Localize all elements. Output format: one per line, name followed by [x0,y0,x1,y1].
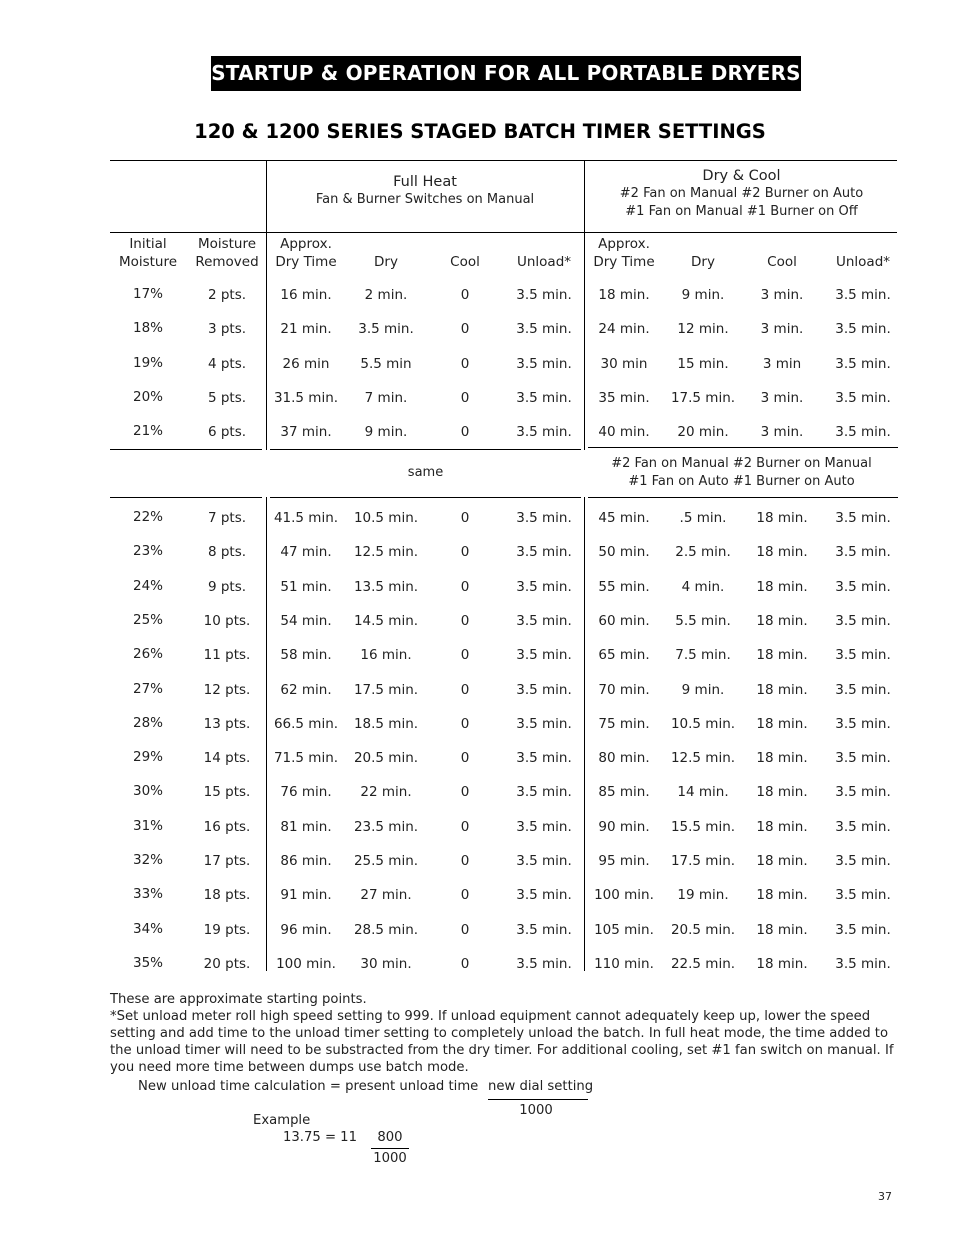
table-cell: 50 min. [598,544,650,561]
table-cell: 3.5 min. [516,818,572,835]
table-cell: 71.5 min. [273,750,339,767]
table-cell: 3.5 min. [516,921,572,938]
table-cell: 3 min. [760,389,804,406]
table-cell: 18 min. [756,647,808,664]
column-header [663,235,743,271]
table-cell: 30 min [600,355,648,372]
table-cell: 41.5 min. [273,510,339,526]
table-cell: 14.5 min. [353,612,419,629]
table-cell: 58 min. [280,647,332,664]
table-cell: 3.5 min. [516,389,572,406]
table-cell: 91 min. [280,887,332,904]
table-cell: 54 min. [280,612,332,629]
table-cell: 4 pts. [207,355,247,372]
table-cell: 18 min. [756,612,808,629]
table-cell: 4 min. [681,578,725,595]
column-header-line-2: Unload* [835,254,891,270]
table-cell: 3 min. [760,424,804,441]
table-cell: 22.5 min. [670,955,736,972]
table-cell: 3.5 min. [516,612,572,629]
table-cell: 5 pts. [207,389,247,406]
table-cell: 23% [132,543,163,560]
column-header-line-1 [425,235,505,253]
table-cell: 26% [132,646,163,663]
column-header [742,235,822,271]
column-header-line-1 [823,235,903,253]
table-cell: 25% [132,611,163,628]
table-cell: 15 min. [677,355,729,372]
dry-cool-line-1: #2 Fan on Manual #2 Burner on Auto [619,186,864,201]
table-cell: 28.5 min. [353,921,419,938]
table-cell: 47 min. [280,544,332,561]
column-header-line-1 [504,235,584,253]
table-cell: 85 min. [598,784,650,801]
table-cell: 32% [132,852,163,868]
table-cell: 35 min. [598,389,650,406]
table-cell: 15.5 min. [670,818,736,835]
table-cell: 2 min. [364,287,408,303]
table-cell: 34% [132,920,163,937]
table-cell: 18 min. [756,853,808,869]
column-header-line-1: Approx. [280,236,332,252]
table-cell: 12 min. [677,321,729,338]
table-cell: 0 [460,321,470,338]
table-cell: 0 [460,887,470,904]
column-header-line-1 [663,235,743,253]
table-cell: 20% [132,388,163,405]
table-cell: 20 pts. [203,955,251,972]
table-cell: 8 pts. [207,544,247,561]
table-cell: 62 min. [280,681,332,698]
same-label: same [407,465,444,480]
table-cell: 3.5 min. [835,715,891,732]
table-cell: 3 min. [760,287,804,303]
table-cell: 0 [460,510,470,526]
table-cell: 18 min. [756,681,808,698]
table-cell: 16 min. [280,287,332,303]
group-header-rule [110,232,897,233]
table-cell: 3.5 min. [835,921,891,938]
table-cell: 22 min. [360,784,412,801]
table-cell: 3.5 min. [516,321,572,338]
table-cell: 0 [460,750,470,767]
table-cell: 3.5 min. [835,287,891,303]
mid-rule-left-bottom [110,497,262,498]
table-cell: 0 [460,784,470,801]
example-lhs: 13.75 = 11 [283,1130,357,1145]
table-cell: 9 pts. [207,578,247,595]
table-cell: 31% [132,817,163,834]
table-cell: 3.5 min. [516,510,572,526]
notes-line-1: These are approximate starting points. [110,992,367,1007]
table-cell: 3 min [762,355,802,372]
table-cell: 12.5 min. [353,544,419,561]
table-cell: 3.5 min. [516,355,572,372]
table-cell: 10 pts. [203,612,251,629]
table-cell: 2.5 min. [675,544,731,561]
table-cell: 24% [132,577,163,594]
table-cell: 60 min. [598,612,650,629]
column-header-line-1: Approx. [598,236,650,252]
table-cell: 3.5 min. [516,287,572,303]
table-cell: 12.5 min. [670,750,736,767]
table-cell: 95 min. [598,853,650,869]
table-cell: 3.5 min. [835,887,891,904]
table-cell: 76 min. [280,784,332,801]
table-cell: 18 pts. [203,887,251,904]
table-cell: 10.5 min. [670,715,736,732]
column-header [425,235,505,271]
notes-block [110,991,900,1076]
table-cell: 27% [132,680,163,697]
divider-dry-cool-top [584,160,585,450]
table-cell: 18 min. [756,955,808,972]
calc-numerator: new dial setting [488,1079,594,1094]
mid-rule-right-top [588,447,898,448]
table-cell: 0 [460,424,470,441]
column-header-line-2: Cool [767,254,797,270]
table-cell: 30% [132,783,163,800]
table-cell: 17% [132,286,163,302]
table-cell: 2 pts. [207,287,247,303]
table-cell: 33% [132,886,163,903]
table-cell: 65 min. [598,647,650,664]
table-cell: 0 [460,389,470,406]
table-cell: 25.5 min. [353,853,419,869]
column-header-line-2: Removed [195,254,259,270]
table-cell: 0 [460,681,470,698]
table-cell: 18.5 min. [353,715,419,732]
table-top-rule [110,160,897,161]
table-cell: 3.5 min. [516,544,572,561]
column-header [187,235,267,271]
example-denominator: 1000 [373,1151,407,1166]
table-cell: 51 min. [280,578,332,595]
table-cell: 31.5 min. [273,389,339,406]
table-cell: 3.5 min. [516,681,572,698]
calc-fraction-bar [488,1099,588,1100]
mid-rule-left-top [110,449,262,450]
table-cell: 110 min. [594,955,654,972]
table-cell: 3.5 min. [516,955,572,972]
table-cell: 19 pts. [203,921,251,938]
table-cell: 45 min. [598,510,650,526]
table-cell: 3.5 min. [835,818,891,835]
table-cell: 23.5 min. [353,818,419,835]
table-cell: 12 pts. [203,681,251,698]
dry-cool-2-line-1: #2 Fan on Manual #2 Burner on Manual [611,456,872,471]
table-cell: 75 min. [598,715,650,732]
column-header [504,235,584,271]
table-cell: 0 [460,921,470,938]
calc-label: New unload time calculation = present unload time [138,1079,479,1094]
table-cell: 17 pts. [203,853,251,869]
table-cell: 5.5 min. [675,612,731,629]
table-cell: 18 min. [756,818,808,835]
example-fraction-bar [371,1148,409,1149]
table-cell: 17.5 min. [670,389,736,406]
column-header [108,235,188,271]
table-cell: 3.5 min. [516,887,572,904]
full-heat-header [266,173,584,209]
table-cell: 3 pts. [207,321,247,338]
dry-cool-line-2: #1 Fan on Manual #1 Burner on Off [625,204,858,219]
table-cell: 18 min. [756,750,808,767]
column-header [584,235,664,271]
column-header [823,235,903,271]
column-header-line-2: Dry [691,254,715,270]
table-cell: 7 pts. [207,510,247,526]
column-header-line-2: Unload* [516,254,572,270]
table-cell: 0 [460,715,470,732]
notes-paragraph: *Set unload meter roll high speed setting to 999. If unload equipment cannot adequately keep up, lower the speed setting and add time to the unload timer setting to completely unload the batch. In full heat mode, the time added to the unload timer will need to be substracted from the dry timer. For additional cooling, set #1 fan switch on manual. If you need more time between dumps use batch mode. [110,1009,894,1075]
table-cell: 13 pts. [203,715,251,732]
table-cell: 16 pts. [203,818,251,835]
table-cell: 3.5 min. [516,750,572,767]
table-cell: 14 min. [677,784,729,801]
column-header [346,235,426,271]
table-cell: 3.5 min. [835,355,891,372]
table-cell: 100 min. [276,955,336,972]
table-cell: 7 min. [364,389,408,406]
table-cell: 18 min. [756,578,808,595]
table-cell: 6 pts. [207,424,247,441]
page-number: 37 [878,1190,892,1203]
table-cell: 105 min. [594,921,654,938]
table-cell: 17.5 min. [353,681,419,698]
full-heat-title: Full Heat [393,174,457,190]
table-cell: 30 min. [360,955,412,972]
table-cell: 9 min. [681,681,725,698]
table-cell: 17.5 min. [670,853,736,869]
table-cell: 20.5 min. [353,750,419,767]
table-cell: 3.5 min. [835,853,891,869]
mid-rule-right-bottom [588,497,898,498]
mid-rule-center-bottom [270,497,581,498]
table-cell: 21% [132,423,163,440]
table-cell: 80 min. [598,750,650,767]
table-cell: 24 min. [598,321,650,338]
table-cell: 3.5 min. [835,321,891,338]
table-cell: 90 min. [598,818,650,835]
table-cell: 18 min. [598,287,650,303]
table-cell: 3.5 min. [516,784,572,801]
dry-cool-title: Dry & Cool [702,168,781,184]
table-cell: 7.5 min. [675,647,731,664]
table-cell: 19 min. [677,887,729,904]
table-cell: 11 pts. [203,647,251,664]
table-cell: 18 min. [756,921,808,938]
full-heat-line: Fan & Burner Switches on Manual [315,192,535,207]
table-cell: 40 min. [598,424,650,441]
table-cell: 3.5 min. [835,578,891,595]
table-cell: 100 min. [594,887,654,904]
table-cell: 20 min. [677,424,729,441]
table-cell: 0 [460,287,470,303]
table-cell: 3.5 min. [835,510,891,526]
table-cell: 66.5 min. [273,715,339,732]
dry-cool-2-line-2: #1 Fan on Auto #1 Burner on Auto [628,474,855,489]
column-header-line-2: Moisture [118,254,178,270]
table-cell: 9 min. [364,424,408,441]
table-cell: 5.5 min [360,355,412,372]
table-cell: 37 min. [280,424,332,441]
table-cell: 96 min. [280,921,332,938]
table-cell: 70 min. [598,681,650,698]
table-cell: 19% [132,354,163,371]
table-cell: 3.5 min. [516,578,572,595]
table-cell: 18 min. [756,544,808,561]
table-cell: 16 min. [360,647,412,664]
column-header-line-2: Dry Time [275,254,337,270]
table-cell: 18 min. [756,510,808,526]
table-cell: 3.5 min. [835,612,891,629]
table-cell: 3.5 min. [516,853,572,869]
table-cell: 0 [460,818,470,835]
table-cell: 3.5 min. [835,544,891,561]
table-cell: 26 min [282,355,330,372]
mid-rule-center-top [270,449,581,450]
example-label: Example [253,1113,311,1128]
column-header-line-1: Moisture [197,236,257,252]
table-cell: 18% [132,320,163,337]
table-cell: 3.5 min. [835,955,891,972]
table-cell: 0 [460,853,470,869]
calc-denominator: 1000 [519,1103,553,1118]
section-banner: STARTUP & OPERATION FOR ALL PORTABLE DRYERS [211,56,801,91]
table-cell: 55 min. [598,578,650,595]
table-cell: 3.5 min. [516,424,572,441]
dry-cool-2-header [586,455,897,491]
table-cell: 13.5 min. [353,578,419,595]
column-header-line-2: Cool [450,254,480,270]
table-cell: 29% [132,749,163,766]
table-cell: 3.5 min. [358,321,414,338]
column-header-line-1: Initial [129,236,167,252]
table-cell: 3.5 min. [516,647,572,664]
table-cell: 0 [460,578,470,595]
table-cell: 22% [132,509,163,525]
table-cell: 18 min. [756,715,808,732]
table-cell: 0 [460,612,470,629]
column-header-line-1 [742,235,822,253]
table-title: 120 & 1200 SERIES STAGED BATCH TIMER SETTINGS [194,120,766,143]
table-cell: 0 [460,647,470,664]
table-cell: 3.5 min. [835,784,891,801]
example-numerator: 800 [377,1130,403,1145]
table-cell: 81 min. [280,818,332,835]
table-cell: 3.5 min. [835,750,891,767]
column-header [266,235,346,271]
column-header-line-1 [346,235,426,253]
table-cell: 15 pts. [203,784,251,801]
table-cell: 27 min. [360,887,412,904]
table-cell: 20.5 min. [670,921,736,938]
table-cell: 10.5 min. [353,510,419,526]
table-cell: 3 min. [760,321,804,338]
table-cell: 0 [460,955,470,972]
table-cell: 0 [460,355,470,372]
table-cell: 3.5 min. [835,424,891,441]
table-cell: 18 min. [756,887,808,904]
table-cell: 28% [132,714,163,731]
table-cell: 9 min. [681,287,725,303]
table-cell: 3.5 min. [516,715,572,732]
table-cell: 18 min. [756,784,808,801]
table-cell: 14 pts. [203,750,251,767]
table-cell: .5 min. [679,510,727,526]
dry-cool-header [586,167,897,221]
table-cell: 0 [460,544,470,561]
table-cell: 3.5 min. [835,389,891,406]
table-cell: 21 min. [280,321,332,338]
column-header-line-2: Dry [374,254,398,270]
column-header-line-2: Dry Time [593,254,655,270]
table-cell: 35% [132,954,163,971]
table-cell: 86 min. [280,853,332,869]
table-cell: 3.5 min. [835,681,891,698]
table-cell: 3.5 min. [835,647,891,664]
